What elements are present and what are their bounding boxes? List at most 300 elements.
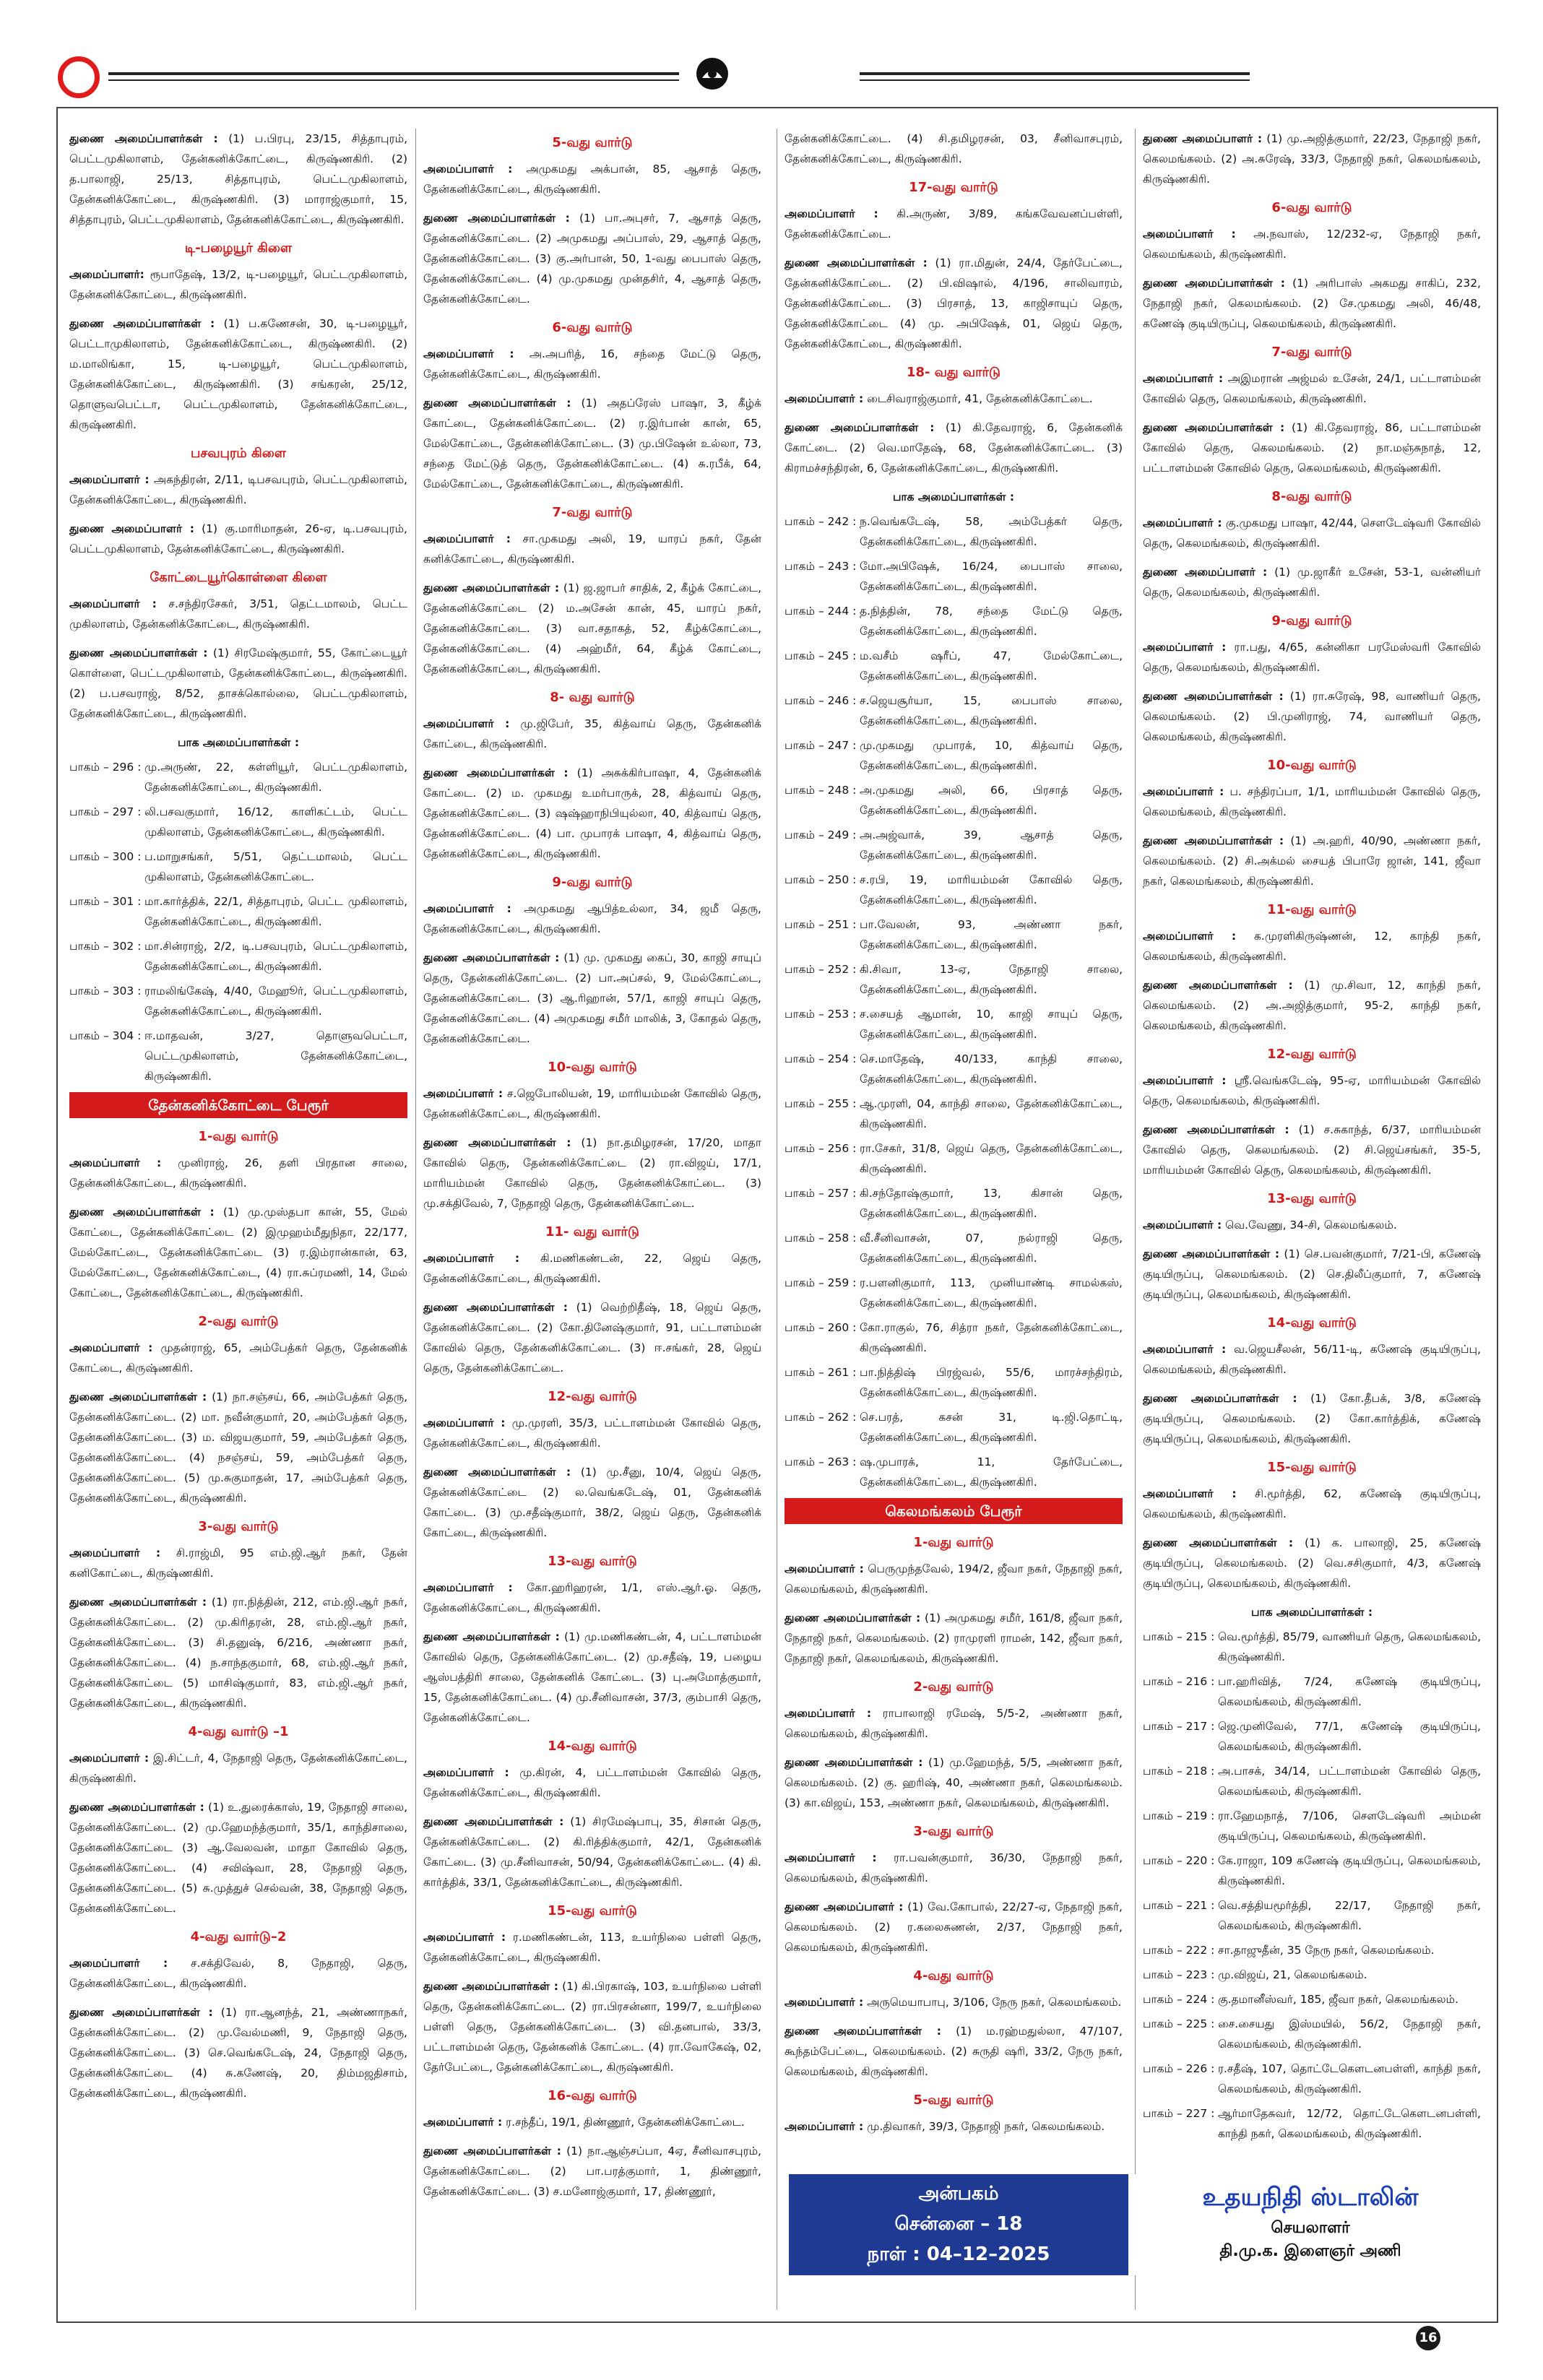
booth-number: பாகம் – 303 : bbox=[69, 985, 142, 998]
entry-text: க.முரளிகிருஷ்ணன், 12, காந்தி நகர், கெலமங்கலம், கிருஷ்ணகிரி. bbox=[1143, 930, 1481, 963]
booth-incharge: ஷ.முபாரக், 11, தேர்பேட்டை, தேன்கனிக்கோட்டை, கிருஷ்ணகிரி. bbox=[860, 1455, 1123, 1489]
member-entry bbox=[785, 204, 1123, 244]
footer-date: நாள் : 04–12–2025 bbox=[867, 2243, 1050, 2265]
section-heading: 2-வது வார்டு bbox=[913, 1679, 994, 1695]
entry-text: (1) கி.தேவராஜ், 86, பட்டாளம்மன் கோவில் தெரு, கெலமங்கலம். (2) நா.மஞ்சுநாத், 12, பட்டாளம்மன் கோவில் தெரு, கெலமங்கலம், கிருஷ்ணகிரி. bbox=[1143, 421, 1481, 475]
footer-name: உதயநிதி ஸ்டாலின் bbox=[1202, 2183, 1419, 2212]
entry-label: அமைப்பாளர் : bbox=[423, 1252, 520, 1265]
member-entry bbox=[69, 1338, 407, 1378]
page-number: 16 bbox=[1416, 2326, 1440, 2350]
entry-text: ச.ஜெபோலியன், 19, மாரியம்மன் கோவில் தெரு, தேன்கனிக்கோட்டை, கிருஷ்ணகிரி. bbox=[423, 1087, 761, 1120]
entry-label: துணை அமைப்பாளர்கள் : bbox=[69, 1801, 204, 1814]
entry-label: துணை அமைப்பாளர்கள் : bbox=[1143, 834, 1284, 847]
entry-label: துணை அமைப்பாளர்கள் : bbox=[1143, 1392, 1297, 1405]
booth-number: பாகம் – 224 : bbox=[1143, 1993, 1215, 2006]
entry-label: துணை அமைப்பாளர்கள் : bbox=[423, 1980, 558, 1993]
footer-org: தி.மு.க. இளைஞர் அணி bbox=[1219, 2242, 1401, 2260]
subheading: பாக அமைப்பாளர்கள் : bbox=[177, 736, 300, 749]
entry-label: துணை அமைப்பாளர்கள் : bbox=[69, 1390, 207, 1403]
booth-incharge: மு.முகமது முபாரக், 10, கித்வாய் தெரு, தேன்கனிக்கோட்டை, கிருஷ்ணகிரி. bbox=[860, 739, 1123, 772]
booth-row bbox=[785, 1049, 1123, 1089]
entry-label: துணை அமைப்பாளர்கள் : bbox=[423, 397, 571, 410]
entry-text: அ.அபரித், 16, சந்தை மேட்டு தெரு, தேன்கனிக்கோட்டை, கிருஷ்ணகிரி. bbox=[423, 347, 761, 381]
entry-label: துணை அமைப்பாளர்கள் : bbox=[423, 581, 560, 594]
entry-label: துணை அமைப்பாளர் : bbox=[1143, 566, 1268, 579]
booth-number: பாகம் – 244 : bbox=[785, 605, 857, 618]
entry-label: துணை அமைப்பாளர் : bbox=[1143, 132, 1263, 145]
booth-row bbox=[785, 646, 1123, 686]
booth-row bbox=[785, 1094, 1123, 1134]
member-entry bbox=[69, 313, 407, 435]
booth-number: பாகம் – 258 : bbox=[785, 1232, 857, 1245]
section-heading: 16-வது வார்டு bbox=[548, 2088, 637, 2103]
member-entry bbox=[1143, 1244, 1481, 1304]
section-heading: 8-வது வார்டு bbox=[1271, 489, 1352, 504]
member-entry bbox=[1143, 1388, 1481, 1449]
booth-row bbox=[785, 914, 1123, 955]
booth-number: பாகம் – 225 : bbox=[1143, 2017, 1215, 2030]
booth-row bbox=[785, 825, 1123, 865]
booth-incharge: ஜெ.முனிவேல், 77/1, கணேஷ் குடியிருப்பு, கெலமங்கலம், கிருஷ்ணகிரி. bbox=[1218, 1720, 1481, 1753]
entry-label: துணை அமைப்பாளர்கள் : bbox=[1143, 1247, 1280, 1260]
member-entry bbox=[1143, 1339, 1481, 1380]
booth-row bbox=[69, 891, 407, 932]
member-entry bbox=[423, 2112, 761, 2132]
entry-label: துணை அமைப்பாளர்கள் : bbox=[785, 256, 928, 269]
member-entry bbox=[423, 1083, 761, 1124]
booth-row bbox=[1143, 2014, 1481, 2054]
entry-label: துணை அமைப்பாளர்கள் : bbox=[1143, 979, 1293, 992]
entry-text: (1) ரா.மிதுன், 24/4, தேர்பேட்டை, தேன்கனிக்கோட்டை. (2) பி.விஷால், 4/196, சாலிவாரம், தேன்கனிக்கோட்டை. (3) பிரசாத், 13, காஜிசாயுப் தெரு, தேன்கனிக்கோட்டை (4) மு. அபிஷேக், 01, ஜெய் தெரு, தேன்கனிக்கோட்டை, கிருஷ்ணகிரி. bbox=[785, 256, 1123, 350]
entry-label: அமைப்பாளர் : bbox=[785, 1996, 864, 2009]
booth-number: பாகம் – 220 : bbox=[1143, 1854, 1215, 1867]
entry-label: அமைப்பாளர் : bbox=[69, 1546, 161, 1559]
booth-row bbox=[785, 601, 1123, 641]
booth-number: பாகம் – 249 : bbox=[785, 828, 857, 841]
member-entry bbox=[69, 264, 407, 305]
header-rule-left-thin bbox=[108, 79, 679, 81]
footer-city: சென்னை – 18 bbox=[894, 2213, 1023, 2235]
member-entry bbox=[423, 1462, 761, 1543]
booth-incharge: ம.வசீம் ஷரீப், 47, மேல்கோட்டை, தேன்கனிக்கோட்டை, கிருஷ்ணகிரி. bbox=[860, 649, 1123, 683]
booth-incharge: கி.சந்தோஷ்குமார், 13, கிசான் தெரு, தேன்கனிக்கோட்டை, கிருஷ்ணகிரி. bbox=[860, 1187, 1123, 1220]
column-divider bbox=[1135, 129, 1136, 2310]
section-heading: 2-வது வார்டு bbox=[198, 1314, 279, 1329]
member-entry bbox=[1143, 513, 1481, 553]
booth-incharge: பா.ஹரிவித், 7/24, கணேஷ் குடியிருப்பு, கெலமங்கலம், கிருஷ்ணகிரி. bbox=[1218, 1675, 1481, 1708]
booth-incharge: ர.பளனிகுமார், 113, முனியாண்டி சாமல்கஸ், தேன்கனிக்கோட்டை, கிருஷ்ணகிரி. bbox=[860, 1276, 1123, 1310]
member-entry bbox=[423, 1413, 761, 1453]
entry-label: அமைப்பாளர் : bbox=[1143, 641, 1227, 654]
booth-row bbox=[1143, 1761, 1481, 1801]
member-entry bbox=[423, 344, 761, 384]
booth-number: பாகம் – 297 : bbox=[69, 805, 142, 818]
member-entry bbox=[785, 1752, 1123, 1813]
entry-text: மு.கிரன், 4, பட்டாளம்மன் கோவில் தெரு, தேன்கனிக்கோட்டை, கிருஷ்ணகிரி. bbox=[423, 1766, 761, 1799]
entry-text: ஸ்ரீ.வெங்கடேஷ், 95-ஏ, மாரியம்மன் கோவில் தெரு, கெலமங்கலம், கிருஷ்ணகிரி. bbox=[1143, 1074, 1481, 1107]
entry-label: அமைப்பாளர் : bbox=[1143, 785, 1224, 798]
member-entry bbox=[69, 1953, 407, 1994]
footer-notice bbox=[789, 2174, 1488, 2275]
entry-text: இ.சிட்டர், 4, நேதாஜி தெரு, தேன்கனிக்கோட்டை, கிருஷ்ணகிரி. bbox=[69, 1752, 407, 1785]
member-entry bbox=[785, 1703, 1123, 1744]
section-heading: 1-வது வார்டு bbox=[913, 1535, 994, 1550]
booth-incharge: மோ.அபிஷேக், 16/24, பைபாஸ் சாலை, தேன்கனிக்கோட்டை, கிருஷ்ணகிரி. bbox=[860, 560, 1123, 593]
entry-label: துணை அமைப்பாளர்கள் : bbox=[423, 1815, 564, 1828]
entry-label: அமைப்பாளர் : bbox=[423, 1416, 506, 1429]
booth-number: பாகம் – 262 : bbox=[785, 1411, 857, 1424]
entry-label: அமைப்பாளர் : bbox=[1143, 1487, 1237, 1500]
section-heading: 1-வது வார்டு bbox=[198, 1129, 279, 1144]
member-entry bbox=[1143, 129, 1481, 189]
entry-label: துணை அமைப்பாளர்கள் : bbox=[423, 1136, 571, 1149]
section-heading: 4-வது வார்டு –1 bbox=[188, 1724, 289, 1739]
member-entry bbox=[785, 1897, 1123, 1957]
entry-text: ச.சந்திரசேகர், 3/51, தெட்டமாலம், பெட்ட முகிலாளம், தேன்கனிக்கோட்டை, கிருஷ்ணகிரி. bbox=[69, 597, 407, 631]
entry-text: (1) மு.முஸ்தபா கான், 55, மேல் கோட்டை, தேன்கனிக்கோட்டை (2) இமுஹம்மீதுநிதா, 22/177, மேல்கோட்டை, தேன்கனிக்கோட்டை (3) ர.இம்ரான்கான், 63, மேல்கோட்டை, தேன்கனிக்கோட்டை, (4) ரா.சுப்ரமணி, 14, மேல் கோட்டை, தேன்கனிக்கோட்டை, கிருஷ்ணகிரி. bbox=[69, 1206, 407, 1299]
booth-incharge: கி.சிவா, 13-ஏ, நேதாஜி சாலை, தேன்கனிக்கோட்டை, கிருஷ்ணகிரி. bbox=[860, 963, 1123, 996]
booth-incharge: ச.ஜெயசூர்யா, 15, பைபாஸ் சாலை, தேன்கனிக்கோட்டை, கிருஷ்ணகிரி. bbox=[860, 694, 1123, 727]
booth-incharge: மு.அருண், 22, கள்ளியூர், பெட்டமுகிலாளம், தேன்கனிக்கோட்டை, கிருஷ்ணகிரி. bbox=[144, 761, 407, 794]
booth-row bbox=[785, 1138, 1123, 1179]
booth-row bbox=[785, 1183, 1123, 1224]
booth-incharge: வீ.சீனிவாசன், 07, நல்ராஜி தெரு, தேன்கனிக்கோட்டை, கிருஷ்ணகிரி. bbox=[860, 1232, 1123, 1265]
booth-incharge: பா.வேலன், 93, அண்ணா நகர், தேன்கனிக்கோட்டை, கிருஷ்ணகிரி. bbox=[860, 918, 1123, 951]
entry-label: அமைப்பாளர் : bbox=[785, 2120, 864, 2133]
subheading: பாக அமைப்பாளர்கள் : bbox=[1250, 1606, 1373, 1619]
entry-label: அமைப்பாளர் : bbox=[69, 1156, 162, 1169]
member-entry bbox=[423, 2141, 761, 2202]
entry-text: கி.அருண், 3/89, கங்கவேவனப்பள்ளி, தேன்கனிக்கோட்டை. bbox=[785, 207, 1123, 241]
entry-text: சா.முகமது அலி, 19, யாரப் நகர், தேன் கனிக்கோட்டை, கிருஷ்ணகிரி. bbox=[423, 532, 761, 566]
booth-row bbox=[1143, 2103, 1481, 2144]
column-divider bbox=[415, 129, 416, 2310]
section-heading: 4-வது வார்டு–2 bbox=[190, 1929, 287, 1944]
booth-row bbox=[69, 981, 407, 1021]
member-entry bbox=[1143, 1484, 1481, 1524]
booth-incharge: ப.மாறுசங்கர், 5/51, தெட்டமாலம், பெட்ட முகிலாளம், தேன்கனிக்கோட்டை. bbox=[144, 850, 407, 883]
member-entry bbox=[1143, 686, 1481, 747]
booth-number: பாகம் – 252 : bbox=[785, 963, 857, 976]
member-entry bbox=[1143, 562, 1481, 602]
entry-text: ரூபாதேஷ், 13/2, டி-பழையூர், பெட்டமுகிலாளம், தேன்கனிக்கோட்டை, கிருஷ்ணகிரி. bbox=[69, 268, 407, 301]
booth-row bbox=[1143, 1716, 1481, 1757]
entry-label: துணை அமைப்பாளர்கள் : bbox=[423, 1301, 568, 1314]
header-rule-left bbox=[108, 72, 679, 75]
booth-number: பாகம் – 302 : bbox=[69, 940, 142, 953]
booth-incharge: ஆர்மாதேசுவர், 12/72, தொட்டேகௌடனபள்ளி, காந்தி நகர், கெலமங்கலம், கிருஷ்ணகிரி. bbox=[1218, 2107, 1481, 2140]
entry-label: அமைப்பாளர் : bbox=[785, 1707, 872, 1720]
entry-label: அமைப்பாளர் : bbox=[1143, 1219, 1222, 1232]
entry-label: அமைப்பாளர் : bbox=[785, 207, 878, 220]
section-heading: 11- வது வார்டு bbox=[545, 1224, 639, 1239]
entry-text: ச.சக்திவேல், 8, நேதாஜி, தெரு, தேன்கனிக்கோட்டை, கிருஷ்ணகிரி. bbox=[69, 1957, 407, 1990]
section-heading: 14-வது வார்டு bbox=[1267, 1315, 1357, 1330]
section-heading: 7-வது வார்டு bbox=[552, 505, 633, 520]
member-entry bbox=[1143, 224, 1481, 264]
booth-number: பாகம் – 248 : bbox=[785, 784, 857, 797]
entry-text: அமுகமது அக்பான், 85, ஆசாத் தெரு, தேன்கனிக்கோட்டை, கிருஷ்ணகிரி. bbox=[423, 163, 761, 196]
entry-text: அ.நவாஸ், 12/232-ஏ, நேதாஜி நகர், கெலமங்கலம், கிருஷ்ணகிரி. bbox=[1143, 228, 1481, 261]
page-header bbox=[0, 0, 1543, 108]
booth-row bbox=[785, 1407, 1123, 1448]
entry-text: வெ.வேணு, 34-சி, கெலமங்கலம். bbox=[1225, 1219, 1397, 1232]
booth-row bbox=[785, 959, 1123, 1000]
member-entry bbox=[1143, 1533, 1481, 1593]
member-entry bbox=[69, 1202, 407, 1303]
booth-number: பாகம் – 253 : bbox=[785, 1008, 857, 1021]
section-heading: 6-வது வார்டு bbox=[1271, 200, 1352, 215]
entry-text: அருமெயாபாபு, 3/106, நேரு நகர், கெலமங்கலம். bbox=[867, 1996, 1122, 2009]
entry-text: ரா.பவன்குமார், 36/30, நேதாஜி நகர், கெலமங்கலம், கிருஷ்ணகிரி. bbox=[785, 1851, 1123, 1884]
entry-text: (1) ரா.சுரேஷ், 98, வாணியர் தெரு, கெலமங்கலம். (2) பி.முனிராஜ், 74, வாணியர் தெரு, கெலமங்கலம், கிருஷ்ணகிரி. bbox=[1143, 690, 1481, 743]
booth-number: பாகம் – 223 : bbox=[1143, 1968, 1215, 1981]
booth-incharge: வெ.சத்தியமூர்த்தி, 22/17, நேதாஜி நகர், கெலமங்கலம், கிருஷ்ணகிரி. bbox=[1218, 1899, 1481, 1932]
entry-label: துணை அமைப்பாளர்கள் : bbox=[423, 1630, 560, 1643]
booth-incharge: அ.அஜ்வாக், 39, ஆசாத் தெரு, தேன்கனிக்கோட்டை, கிருஷ்ணகிரி. bbox=[860, 828, 1123, 862]
member-entry bbox=[785, 417, 1123, 478]
rising-sun-logo-icon bbox=[695, 56, 730, 91]
member-entry bbox=[69, 1387, 407, 1508]
booth-incharge: த.நித்தின், 78, சந்தை மேட்டு தெரு, தேன்கனிக்கோட்டை, கிருஷ்ணகிரி. bbox=[860, 605, 1123, 638]
booth-number: பாகம் – 242 : bbox=[785, 515, 857, 528]
booth-number: பாகம் – 226 : bbox=[1143, 2062, 1215, 2075]
section-heading: டி-பழையூர் கிளை bbox=[184, 241, 293, 256]
booth-incharge: அ.பாசக், 34/14, பட்டாளம்மன் கோவில் தெரு, கெலமங்கலம், கிருஷ்ணகிரி. bbox=[1218, 1765, 1481, 1798]
booth-incharge: அ.முகமது அலி, 66, பிரசாத் தெரு, தேன்கனிக்கோட்டை, கிருஷ்ணகிரி. bbox=[860, 784, 1123, 817]
member-entry bbox=[785, 2021, 1123, 2082]
entry-text: சி.ராஜ்மி, 95 எம்.ஜி.ஆர் நகர், தேன் கனிகோட்டை, கிருஷ்ணகிரி. bbox=[69, 1546, 407, 1580]
booth-incharge: கோ.ராகுல், 76, சித்ரா நகர், தேன்கனிக்கோட்டை, கிருஷ்ணகிரி. bbox=[860, 1321, 1123, 1354]
booth-row bbox=[785, 735, 1123, 776]
member-entry bbox=[785, 1608, 1123, 1669]
booth-number: பாகம் – 301 : bbox=[69, 895, 142, 908]
entry-label: அமைப்பாளர் : bbox=[69, 597, 157, 610]
entry-label: அமைப்பாளர் : bbox=[423, 163, 513, 176]
entry-label: துணை அமைப்பாளர்கள் : bbox=[1143, 1123, 1289, 1136]
subheading: பாக அமைப்பாளர்கள் : bbox=[892, 490, 1015, 503]
entry-label: அமைப்பாளர் : bbox=[1143, 1074, 1227, 1087]
entry-text: (1) அரிபாஸ் அகமது சாகிப், 232, நேதாஜி நகர், கெலமங்கலம். (2) சே.முகமது அலி, 46/48, கணேஷ் குடியிருப்பு, கெலமங்கலம், கிருஷ்ணகிரி. bbox=[1143, 277, 1481, 330]
booth-incharge: ச.ரபி, 19, மாரியம்மன் கோவில் தெரு, தேன்கனிக்கோட்டை, கிருஷ்ணகிரி. bbox=[860, 873, 1123, 906]
column-3 bbox=[785, 129, 1123, 2310]
booth-incharge: மா.கார்த்திக், 22/1, சித்தாபுரம், பெட்ட முகிலாளம், தேன்கனிக்கோட்டை, கிருஷ்ணகிரி. bbox=[144, 895, 407, 928]
booth-incharge: மு.விஜய், 21, கெலமங்கலம். bbox=[1218, 1968, 1367, 1981]
booth-number: பாகம் – 260 : bbox=[785, 1321, 857, 1334]
area-banner: தேன்கனிக்கோட்டை பேரூர் bbox=[69, 1092, 407, 1118]
entry-text: வ.ஜெயசீலன், 56/11-டி, கணேஷ் குடியிருப்பு, கெலமங்கலம், கிருஷ்ணகிரி. bbox=[1143, 1343, 1481, 1376]
entry-label: அமைப்பாளர் : bbox=[423, 1087, 503, 1100]
section-heading: 5-வது வார்டு bbox=[913, 2093, 994, 2108]
section-heading: 3-வது வார்டு bbox=[198, 1519, 279, 1534]
member-entry bbox=[785, 1848, 1123, 1888]
entry-label: அமைப்பாளர் : bbox=[423, 1931, 506, 1944]
entry-text: (1) வே.கோபால், 22/27-ஏ, நேதாஜி நகர், கெலமங்கலம். (2) ர.கலைசுணன், 2/37, நேதாஜி நகர், கெலமங்கலம், கிருஷ்ணகிரி. bbox=[785, 1900, 1123, 1954]
entry-text: (1) ச.சுகாந்த், 6/37, மாரியம்மன் கோவில் தெரு, கெலமங்கலம். (2) சி.ஜெய்சங்கர், 35-5, மாரியம்மன் கோவில் தெரு, கெலமங்கலம், கிருஷ்ணகிரி. bbox=[1143, 1123, 1481, 1177]
entry-label: துணை அமைப்பாளர்கள் : bbox=[69, 132, 218, 145]
booth-incharge: செ.மாதேஷ், 40/133, காந்தி சாலை, தேன்கனிக்கோட்டை, கிருஷ்ணகிரி. bbox=[860, 1052, 1123, 1086]
entry-text: டைசிவராஜ்குமார், 41, தேன்கனிக்கோட்டை. bbox=[867, 392, 1093, 405]
booth-row bbox=[69, 1026, 407, 1086]
booth-number: பாகம் – 257 : bbox=[785, 1187, 857, 1200]
entry-label: துணை அமைப்பாளர்கள் : bbox=[69, 1596, 207, 1609]
entry-text: (1) ஜ.ஜாபர் சாதிக், 2, கீழ்க் கோட்டை, தேன்கனிக்கோட்டை (2) ம.அசேன் கான், 45, யாரப் நகர், தேன்கனிக்கோட்டை. (3) வா.சதாகத், 52, கீழ்க்கோட்டை, தேன்கனிக்கோட்டை. (4) அஹ்மீர், 64, கீழ்க் கோட்டை, தேன்கனிக்கோட்டை, கிருஷ்ணகிரி. bbox=[423, 581, 761, 675]
entry-label: அமைப்பாளர்: bbox=[69, 268, 144, 281]
member-entry bbox=[423, 529, 761, 569]
member-entry bbox=[1143, 368, 1481, 409]
booth-row bbox=[785, 511, 1123, 552]
booth-incharge: ராமலிங்கேஷ், 4/40, மேஹூர், பெட்டமுகிலாளம், தேன்கனிக்கோட்டை, கிருஷ்ணகிரி. bbox=[144, 985, 407, 1018]
entry-text: (1) மு.ஹேமந்த், 5/5, அண்ணா நகர், கெலமங்கலம். (2) கு. ஹரிஷ், 40, அண்ணா நகர், கெலமங்கலம். (3) கா.விஜய், 153, அண்ணா நகர், கெலமங்கலம், கிருஷ்ணகிரி. bbox=[785, 1756, 1123, 1809]
section-heading: 7-வது வார்டு bbox=[1271, 345, 1352, 360]
member-entry bbox=[69, 643, 407, 724]
member-entry bbox=[69, 594, 407, 634]
entry-text: (1) மு.அஜித்குமார், 22/23, நேதாஜி நகர், கெலமங்கலம். (2) அ.சுரேஷ், 33/3, நேதாஜி நகர், கெலமங்கலம், கிருஷ்ணகிரி. bbox=[1143, 132, 1481, 186]
entry-label: துணை அமைப்பாளர்கள் : bbox=[1143, 421, 1285, 434]
entry-text: கி.மணிகண்டன், 22, ஜெய் தெரு, தேன்கனிக்கோட்டை, கிருஷ்ணகிரி. bbox=[423, 1252, 761, 1285]
booth-incharge: ர.சதீஷ், 107, தொட்டேகௌடனபள்ளி, காந்தி நகர், கெலமங்கலம், கிருஷ்ணகிரி. bbox=[1218, 2062, 1481, 2095]
booth-row bbox=[785, 1452, 1123, 1492]
entry-text: ரா.பது, 4/65, கன்னிகா பரமேஸ்வரி கோவில் தெரு, கெலமங்கலம், கிருஷ்ணகிரி. bbox=[1143, 641, 1481, 674]
entry-text: (1) ரா.ஆனந்த், 21, அண்ணாநகர், தேன்கனிக்கோட்டை. (2) மு.வேல்மணி, 9, நேதாஜி தெரு, தேன்கனிக்கோட்டை. (3) செ.வெங்கடேஷ், 24, நேதாஜி தெரு, தேன்கனிக்கோட்டை (4) சு.கணேஷ், 20, திம்மஜதிசாம், தேன்கனிக்கோட்டை, கிருஷ்ணகிரி. bbox=[69, 2006, 407, 2100]
entry-label: துணை அமைப்பாளர்கள் : bbox=[69, 1206, 215, 1219]
entry-label: அமைப்பாளர் : bbox=[1143, 1343, 1227, 1356]
member-entry bbox=[423, 1297, 761, 1378]
section-heading: 6-வது வார்டு bbox=[552, 320, 633, 335]
booth-number: பாகம் – 247 : bbox=[785, 739, 857, 752]
entry-label: அமைப்பாளர் : bbox=[1143, 930, 1237, 943]
entry-label: அமைப்பாளர் : bbox=[69, 1341, 153, 1354]
header-rule-right-thin bbox=[860, 79, 1250, 81]
booth-incharge: ஆ.முரளி, 04, காந்தி சாலை, தேன்கனிக்கோட்டை, கிருஷ்ணகிரி. bbox=[860, 1097, 1123, 1130]
entry-label: துணை அமைப்பாளர்கள் : bbox=[69, 317, 215, 330]
entry-text: (1) நா.ஆஞ்சப்பா, 4ஏ, சீனிவாசபுரம், தேன்கனிக்கோட்டை. (2) பா.பரத்குமார், 1, திண்ணூர், தேன்கனிக்கோட்டை. (3) ச.மனோஜ்குமார், 17, திண்ணூர், bbox=[423, 2145, 761, 2198]
section-heading: 10-வது வார்டு bbox=[548, 1060, 637, 1075]
member-entry bbox=[1143, 1215, 1481, 1235]
member-entry bbox=[785, 129, 1123, 169]
header-rule-right bbox=[860, 72, 1250, 75]
entry-label: துணை அமைப்பாளர்கள் : bbox=[785, 2025, 941, 2038]
entry-text: மு.முரளி, 35/3, பட்டாளம்மன் கோவில் தெரு, தேன்கனிக்கோட்டை, கிருஷ்ணகிரி. bbox=[423, 1416, 761, 1450]
booth-incharge: செ.பரத், கசன் 31, டி.ஜி.தொட்டி, தேன்கனிக்கோட்டை, கிருஷ்ணகிரி. bbox=[860, 1411, 1123, 1444]
booth-number: பாகம் – 215 : bbox=[1143, 1630, 1215, 1643]
entry-label: துணை அமைப்பாளர்கள் : bbox=[785, 1611, 921, 1624]
entry-label: துணை அமைப்பாளர் : bbox=[69, 522, 194, 535]
entry-label: அமைப்பாளர் : bbox=[423, 347, 514, 360]
section-heading: 17-வது வார்டு bbox=[909, 180, 998, 195]
section-heading: 18- வது வார்டு bbox=[907, 365, 1000, 380]
entry-label: துணை அமைப்பாளர்கள் : bbox=[423, 2145, 561, 2158]
booth-row bbox=[1143, 1895, 1481, 1936]
entry-label: துணை அமைப்பாளர்கள் : bbox=[1143, 277, 1285, 290]
booth-row bbox=[785, 870, 1123, 910]
member-entry bbox=[69, 469, 407, 510]
entry-label: துணை அமைப்பாளர் : bbox=[785, 1900, 904, 1913]
member-entry bbox=[423, 899, 761, 939]
entry-text: (1) பா.அபுசர், 7, ஆசாத் தெரு, தேன்கனிக்கோட்டை. (2) அமுகமது அப்பாஸ், 29, ஆசாத் தெரு, தேன்கனிக்கோட்டை. (3) கு.அர்பான், 50, 1-வது பைபாஸ் தெரு, தேன்கனிக்கோட்டை. (4) மு.முகமது முன்தசிர், 4, ஆசாத் தெரு, தேன்கனிக்கோட்டை. bbox=[423, 212, 761, 306]
section-heading: 9-வது வார்டு bbox=[1271, 613, 1352, 628]
entry-text: (1) சிரமேஷ்குமார், 55, கோட்டையூர் கொள்ளை, பெட்டமுகிலாளம், தேன்கனிக்கோட்டை, கிருஷ்ணகிரி. (2) ப.பசவராஜ், 8/52, தாசக்கொல்லை, பெட்டமுகிலாளம், தேன்கனிக்கோட்டை, கிருஷ்ணகிரி. bbox=[69, 646, 407, 720]
member-entry bbox=[69, 1543, 407, 1583]
booth-incharge: ந.வெங்கடேஷ், 58, அம்பேத்கர் தெரு, தேன்கனிக்கோட்டை, கிருஷ்ணகிரி. bbox=[860, 515, 1123, 548]
section-heading: கோட்டையூர்கொள்ளை கிளை bbox=[150, 570, 327, 585]
booth-row bbox=[785, 1228, 1123, 1268]
entry-text: பெருமுந்தவேல், 194/2, ஜீவா நகர், நேதாஜி நகர், கெலமங்கலம், கிருஷ்ணகிரி. bbox=[785, 1562, 1123, 1596]
member-entry bbox=[1143, 831, 1481, 891]
entry-label: அமைப்பாளர் : bbox=[423, 902, 511, 915]
booth-number: பாகம் – 246 : bbox=[785, 694, 857, 707]
booth-row bbox=[1143, 1671, 1481, 1712]
member-entry bbox=[69, 1797, 407, 1918]
column-1 bbox=[69, 129, 407, 2310]
entry-text: (1) மு.ஜாகீர் உசேன், 53-1, வன்னியர் தெரு, கெலமங்கலம், கிருஷ்ணகிரி. bbox=[1143, 566, 1481, 599]
entry-label: அமைப்பாளர் : bbox=[1143, 372, 1224, 385]
booth-number: பாகம் – 222 : bbox=[1143, 1944, 1215, 1957]
booth-incharge: மா.சின்ராஜ், 2/2, டி.பசவபுரம், பெட்டமுகிலாளம், தேன்கனிக்கோட்டை, கிருஷ்ணகிரி. bbox=[144, 940, 407, 973]
entry-text: (1) கி.பிரகாஷ், 103, உயர்நிலை பள்ளி தெரு, தேன்கனிக்கோட்டை. (2) ரா.பிரசன்னா, 199/7, உயர்நிலை பள்ளி தெரு, தேன்கனிக்கோட்டை. (3) வி.தனபால், 33/3, பட்டாளம்மன் தெரு, தேன்கனிக் கோட்டை. (4) ரா.வோகேஷ், 02, தேர்பேட்டை, தேன்கனிக்கோட்டை, கிருஷ்ணகிரி. bbox=[423, 1980, 761, 2074]
member-entry bbox=[423, 159, 761, 199]
entry-label: அமைப்பாளர் : bbox=[785, 1851, 877, 1864]
section-heading: 8- வது வார்டு bbox=[550, 690, 635, 705]
entry-text: மு.திவாகர், 39/3, நேதாஜி நகர், கெலமங்கலம். bbox=[867, 2120, 1105, 2133]
member-entry bbox=[423, 1133, 761, 1213]
entry-label: துணை அமைப்பாளர்கள் : bbox=[423, 1466, 571, 1479]
booth-number: பாகம் – 300 : bbox=[69, 850, 142, 863]
entry-label: அமைப்பாளர் : bbox=[785, 1562, 864, 1575]
entry-text: (1) வெற்றிதீஷ், 18, ஜெய் தெரு, தேன்கனிக்கோட்டை. (2) கோ.தினேஷ்குமார், 91, பட்டாளம்மன் கோவில் தெரு, தேன்கனிக்கோட்டை. (3) ஈ.சங்கர், 28, ஜெய் தெரு, தேன்கனிக்கோட்டை. bbox=[423, 1301, 761, 1375]
member-entry bbox=[69, 519, 407, 559]
entry-text: (1) மு. முகமது கைப், 30, காஜி சாயுப் தெரு, தேன்கனிக்கோட்டை. (2) பா.அப்சல், 9, மேல்கோட்டை, தேன்கனிக்கோட்டை. (3) ஆ.ரிஹான், 57/1, காஜி சாயுப் தெரு, தேன்கனிக்கோட்டை. (4) அமுகமது சமீர் மாலிக், 3, கோதல் தெரு, தேன்கனிக்கோட்டை. bbox=[423, 951, 761, 1045]
entry-label: துணை அமைப்பாளர்கள் : bbox=[1143, 1536, 1294, 1549]
booth-row bbox=[69, 802, 407, 842]
entry-text: (1) செ.பவன்குமார், 7/21-பி, கணேஷ் குடியிருப்பு, கெலமங்கலம். (2) செ.திலீப்குமார், 7, கணேஷ் குடியிருப்பு, கெலமங்கலம், கிருஷ்ணகிரி. bbox=[1143, 1247, 1481, 1301]
entry-text: கு.முகமது பாஷா, 42/44, சௌடேஷ்வரி கோவில் தெரு, கெலமங்கலம், கிருஷ்ணகிரி. bbox=[1143, 516, 1481, 550]
member-entry bbox=[423, 948, 761, 1049]
entry-text: (1) மு.மணிகண்டன், 4, பட்டாளம்மன் கோவில் தெரு, தேன்கனிக்கோட்டை. (2) மு.சதீஷ், 19, பழைய ஆஸ்பத்திரி சாலை, தேன்கனிக் கோட்டை. (3) பு.அமோத்குமார், 15, தேன்கனிக்கோட்டை. (4) மு.சீனிவாசன், 37/3, கும்பாசி தெரு, தேன்கனிக்கோட்டை. bbox=[423, 1630, 761, 1724]
booth-incharge: ரா.ஹேமநாத், 7/106, சௌடேஷ்வரி அம்மன் குடியிருப்பு, கெலமங்கலம், கிருஷ்ணகிரி. bbox=[1218, 1809, 1481, 1843]
booth-incharge: ரா.சேகர், 31/8, ஜெய் தெரு, தேன்கனிக்கோட்டை, கிருஷ்ணகிரி. bbox=[860, 1142, 1123, 1175]
booth-incharge: ச.சையத் ஆமான், 10, காஜி சாயுப் தெரு, தேன்கனிக்கோட்டை, கிருஷ்ணகிரி. bbox=[860, 1008, 1123, 1041]
entry-text: கோ.ஹரிஹரன், 1/1, எஸ்.ஆர்.ஓ. தெரு, தேன்கனிக்கோட்டை, கிருஷ்ணகிரி. bbox=[423, 1581, 761, 1614]
entry-text: (1) க. பாலாஜி, 25, கணேஷ் குடியிருப்பு, கெலமங்கலம். (2) வெ.சசிகுமார், 4/3, கணேஷ் குடியிருப்பு, கெலமங்கலம், கிருஷ்ணகிரி. bbox=[1143, 1536, 1481, 1590]
booth-row bbox=[785, 691, 1123, 731]
section-heading: 13-வது வார்டு bbox=[548, 1554, 637, 1569]
booth-row bbox=[1143, 1989, 1481, 2009]
entry-label: துணை அமைப்பாளர்கள் : bbox=[69, 646, 208, 659]
member-entry bbox=[785, 253, 1123, 354]
entry-label: அமைப்பாளர் : bbox=[423, 717, 510, 730]
booth-number: பாகம் – 304 : bbox=[69, 1029, 142, 1042]
booth-row bbox=[69, 847, 407, 887]
section-heading: 12-வது வார்டு bbox=[1267, 1047, 1357, 1062]
entry-text: (1) ப.பிரபு, 23/15, சித்தாபுரம், பெட்டமுகிலாளம், தேன்கனிக்கோட்டை, கிருஷ்ணகிரி. (2) த.பாலாஜி, 25/13, சித்தாபுரம், பெட்டமுகிலாளம், தேன்கனிக்கோட்டை, கிருஷ்ணகிரி. (3) மாராஜ்குமார், 15, சித்தாபுரம், பெட்டமுகிலாளம், தேன்கனிக்கோட்டை, கிருஷ்ணகிரி. bbox=[69, 132, 407, 226]
section-heading: 5-வது வார்டு bbox=[552, 135, 633, 150]
entry-text: (1) அதப்ரேஸ் பாஷா, 3, கீழ்க் கோட்டை, தேன்கனிக்கோட்டை. (2) ர.இர்பான் கான், 65, மேல்கோட்டை, தேன்கனிக்கோட்டை. (3) மு.பிஷேன் உல்லா, 73, சந்தை மேட்டுத் தெரு, தேன்கனிக்கோட்டை. (4) சு.ரபீக், 64, மேல்கோட்டை, தேன்கனிக்கோட்டை, கிருஷ்ணகிரி. bbox=[423, 397, 761, 490]
entry-label: அமைப்பாளர் : bbox=[423, 1581, 513, 1594]
booth-number: பாகம் – 245 : bbox=[785, 649, 857, 662]
booth-incharge: சா.தாஜுதீன், 35 நேரு நகர், கெலமங்கலம். bbox=[1218, 1944, 1435, 1957]
booth-row bbox=[69, 936, 407, 977]
section-heading: 13-வது வார்டு bbox=[1267, 1191, 1357, 1206]
section-heading: 12-வது வார்டு bbox=[548, 1389, 637, 1404]
footer-signature-box bbox=[1133, 2174, 1488, 2275]
booth-row bbox=[785, 556, 1123, 597]
member-entry bbox=[69, 1153, 407, 1193]
booth-incharge: லி.பசவகுமார், 16/12, காளிகட்டம், பெட்ட முகிலாளம், தேன்கனிக்கோட்டை, கிருஷ்ணகிரி. bbox=[144, 805, 407, 839]
footer-address-box bbox=[789, 2174, 1128, 2275]
entry-label: அமைப்பாளர் : bbox=[423, 2116, 503, 2129]
area-banner: கெலமங்கலம் பேரூர் bbox=[785, 1498, 1123, 1524]
